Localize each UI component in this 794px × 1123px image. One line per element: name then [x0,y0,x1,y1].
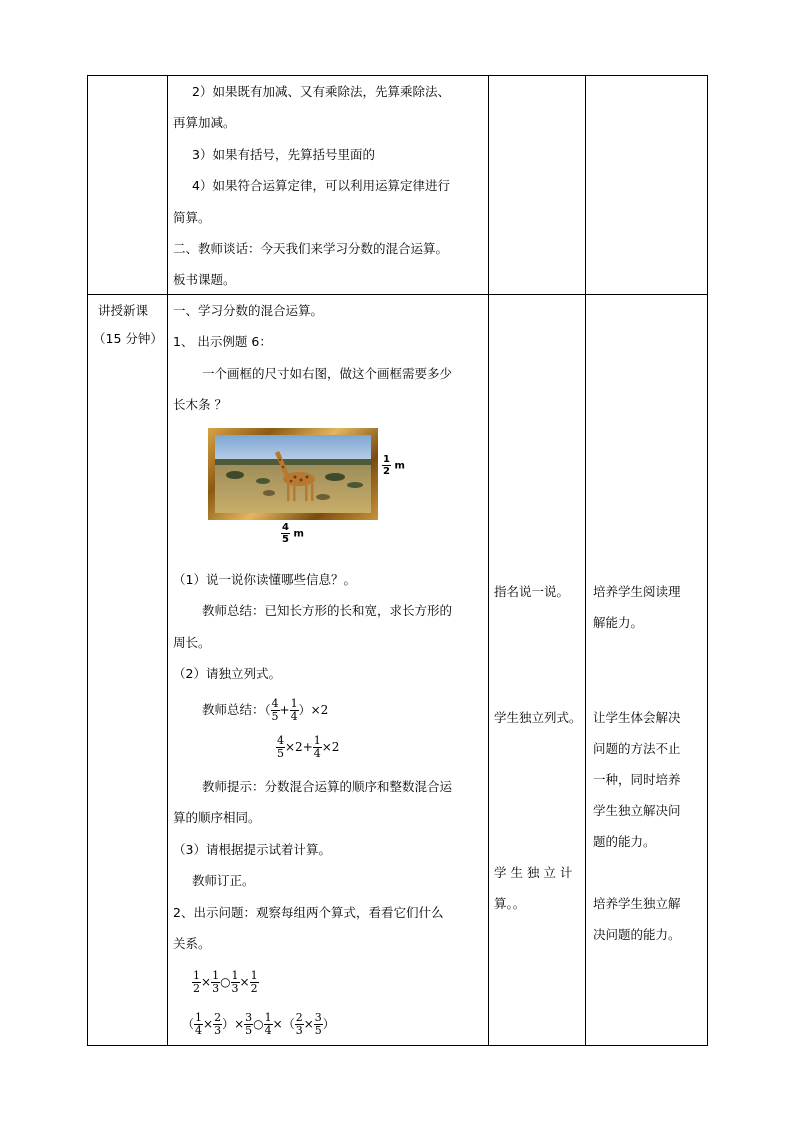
fraction-numerator: 2 [214,1011,222,1024]
expression-1 [202,698,328,723]
operator: × [201,975,212,989]
operator: + [279,703,290,717]
purpose-2-cont-2: 一种，同时培养 [593,772,681,787]
fraction-denominator: 3 [214,1024,222,1037]
section-label: 讲授新课 [98,303,149,318]
board-title: 板书课题。 [173,272,236,287]
fraction-denominator: 4 [313,747,321,760]
summary-1-line-1: 教师总结：已知长方形的长和宽，求长方形的 [202,603,453,618]
paren: ） [298,703,311,717]
student-activity-3-cont: 算。。 [494,896,526,911]
purpose-1-cont: 解能力。 [593,615,644,630]
question-line-2: 长木条 ？ [173,397,227,412]
height-label [382,454,405,477]
fraction-denominator: 5 [314,1024,322,1037]
hint-line-1: 教师提示：分数混合运算的顺序和整数混合运 [202,779,453,794]
fraction-numerator: 1 [264,1011,272,1024]
paren: ） [222,1017,235,1031]
fraction-denominator: 3 [295,1024,303,1037]
fraction-numerator: 1 [195,1011,203,1024]
fraction [244,1012,253,1037]
fraction-denominator: 5 [277,747,284,760]
width-fraction [281,522,290,545]
fraction-denominator: 5 [245,1024,253,1037]
fraction [192,970,201,995]
operator: ×2+ [285,740,313,754]
width-label [281,522,304,545]
fraction-denominator: 4 [264,1024,272,1037]
width-unit: m [293,528,304,540]
purpose-1: 培养学生阅读理 [593,584,681,599]
fraction [194,1012,203,1037]
fraction [211,970,220,995]
fraction-denominator: 5 [282,534,289,545]
purpose-cell [586,295,708,1046]
purpose-3-cont: 决问题的能力。 [593,927,681,942]
fraction [290,698,299,723]
purpose-2-cont-4: 题的能力。 [593,834,656,849]
fraction [276,735,285,760]
comparison-2 [182,1012,335,1037]
step-2: （2）请独立列式。 [173,666,281,681]
fraction-numerator: 3 [245,1011,253,1024]
purpose-2: 让学生体会解决 [593,710,681,725]
student-activity-2: 学生独立列式。 [494,710,582,725]
comparison-circle: ○ [253,1017,264,1031]
operator: × [203,1017,214,1031]
fraction-numerator: 1 [193,969,200,982]
table-row [88,295,708,1046]
example-title: 1、 出示例题 6： [173,334,272,349]
fraction-denominator: 5 [271,710,279,723]
section-heading: 一、学习分数的混合运算。 [173,303,324,318]
fraction-numerator: 2 [295,1011,303,1024]
fraction-denominator: 4 [195,1024,203,1037]
content-cell [168,295,489,1046]
operator: × [239,975,250,989]
fraction-numerator: 1 [313,734,321,747]
question-2-line-1: 2、出示问题：观察每组两个算式，看看它们什么 [173,905,444,920]
fraction [295,1012,304,1037]
rule-4: 4）如果符合运算定律，可以利用运算定律进行 [192,178,450,193]
summary-1-line-2: 周长。 [173,635,211,650]
height-fraction [382,454,391,477]
operator: × [234,1017,245,1031]
comparison-1 [192,970,259,995]
step-3: （3）请根据提示试着计算。 [173,842,331,857]
student-cell [489,76,586,295]
paren: （ [282,1017,295,1031]
fraction-denominator: 4 [290,710,298,723]
expression-2 [276,735,339,760]
fraction-numerator: 1 [383,454,390,465]
fraction-numerator: 1 [231,969,239,982]
question-line-1: 一个画框的尺寸如右图，做这个画框需要多少 [202,366,453,381]
rule-2: 2）如果既有加减、又有乘除法，先算乘除法、 [192,84,450,99]
fraction [250,970,259,995]
fraction [314,1012,323,1037]
operator: × [272,1017,283,1031]
table-row [88,76,708,295]
paren: ） [322,1017,335,1031]
lesson-plan-table [87,75,708,1046]
rule-3: 3）如果有括号，先算括号里面的 [192,147,375,162]
paren: （ [182,1017,195,1031]
fraction-denominator: 2 [383,466,390,477]
picture-frame [208,428,378,520]
fraction [231,970,240,995]
fraction-numerator: 3 [314,1011,322,1024]
fraction-denominator: 3 [231,982,239,995]
comparison-circle: ○ [220,975,231,989]
student-activity-1: 指名说一说。 [494,584,570,599]
purpose-cell [586,76,708,295]
student-activity-3: 学 生 独 立 计 [494,865,573,880]
fraction-numerator: 1 [290,697,298,710]
step-1: （1）说一说你读懂哪些信息？。 [173,572,356,587]
height-unit: m [394,460,405,472]
fraction-numerator: 1 [250,969,258,982]
picture-frame-figure [208,428,418,548]
operator: ×2 [321,740,340,754]
question-2-line-2: 关系。 [173,936,211,951]
operator: ×2 [310,703,329,717]
fraction-denominator: 2 [250,982,258,995]
purpose-2-cont-3: 学生独立解决问 [593,803,681,818]
fraction [313,735,322,760]
rule-2-cont: 再算加减。 [173,115,236,130]
purpose-2-cont-1: 问题的方法不止 [593,741,681,756]
giraffe-photo [215,435,371,513]
teacher-correct: 教师订正。 [192,873,255,888]
rule-4-cont: 简算。 [173,210,211,225]
paren: （ [264,703,271,717]
fraction-denominator: 3 [212,982,220,995]
purpose-3: 培养学生独立解 [593,896,681,911]
fraction [264,1012,273,1037]
summary-2-label: 教师总结： [202,702,265,717]
teacher-talk: 二、教师谈话：今天我们来学习分数的混合运算。 [173,241,449,256]
fraction [213,1012,222,1037]
student-cell [489,295,586,1046]
fraction-denominator: 2 [193,982,200,995]
fraction-numerator: 4 [282,522,289,533]
fraction [271,698,280,723]
fraction-numerator: 1 [212,969,220,982]
section-cell [88,295,168,1046]
fraction-numerator: 4 [277,734,284,747]
operator: × [303,1017,314,1031]
section-cell [88,76,168,295]
hint-line-2: 算的顺序相同。 [173,810,261,825]
content-cell [168,76,489,295]
section-time: （15 分钟） [93,331,163,346]
fraction-numerator: 4 [271,697,279,710]
